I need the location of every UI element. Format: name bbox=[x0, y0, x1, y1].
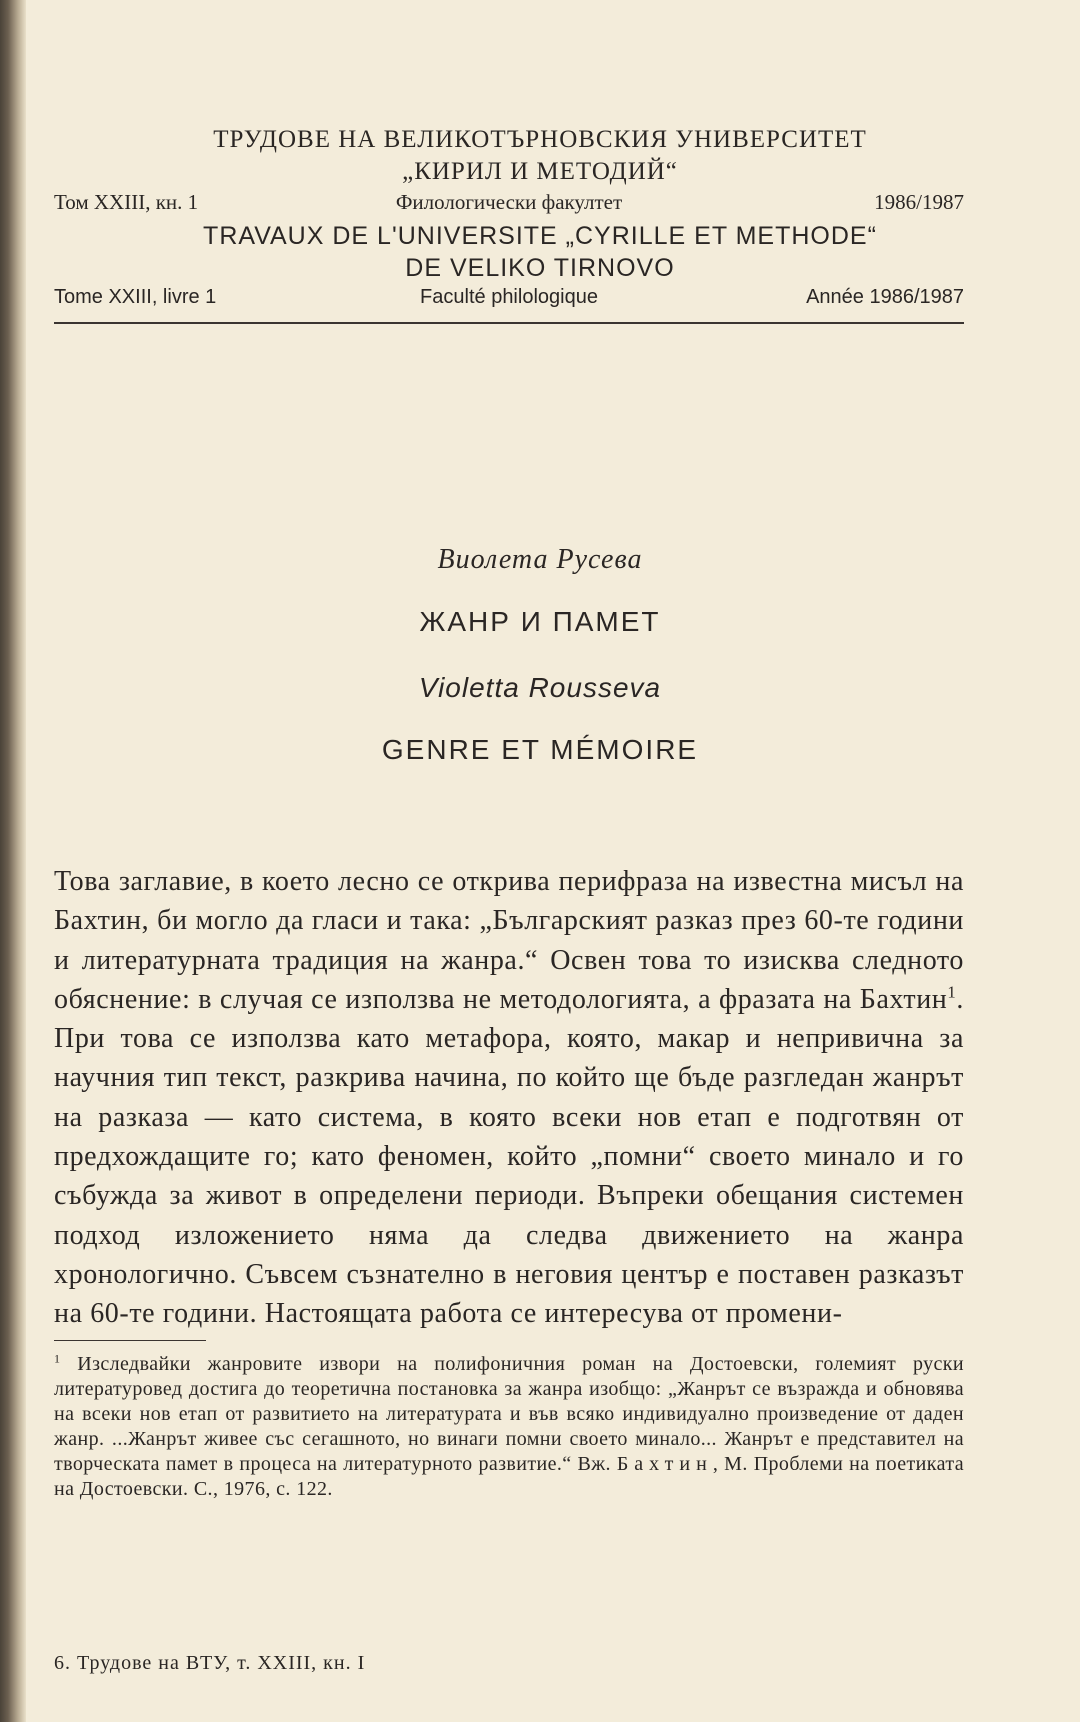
body-text-part2: . При това се използва като метафора, която, макар и непривична за научния тип текст, разкрива начина, по който ще бъде разгледан жанрът на разказа — като система, в която всеки нов етап е подготвян от предхождащите го; като феномен, който „помни“ своето минало и го събужда за живот в определени периоди. Въпреки обещания системен подход изложението няма да следва движението на жанра хронологично. Съвсем съзнателно в неговия център е поставен разказът на 60-те години. Настоящата работа се интересува от промени- bbox=[54, 983, 964, 1330]
journal-title-fr-line1: TRAVAUX DE L'UNIVERSITE „CYRILLE ET METHODE“ bbox=[203, 222, 877, 250]
year-fr: Année 1986/1987 bbox=[806, 286, 964, 308]
footnote-number: 1 bbox=[54, 1351, 61, 1366]
article-title-bg: ЖАНР И ПАМЕТ bbox=[419, 606, 661, 637]
body-paragraph bbox=[54, 862, 964, 1334]
faculty-fr: Faculté philologique bbox=[420, 286, 598, 308]
journal-title-fr-line2: DE VELIKO TIRNOVO bbox=[405, 254, 675, 282]
journal-title-bg-line2: „КИРИЛ И МЕТОДИЙ“ bbox=[402, 158, 678, 185]
volume-bg: Том XXIII, кн. 1 bbox=[54, 190, 199, 214]
footnote-ref: 1 bbox=[947, 982, 957, 1002]
author-bg: Виолета Русева bbox=[437, 544, 643, 575]
year-bg: 1986/1987 bbox=[874, 190, 964, 214]
journal-title-bg-line1: ТРУДОВЕ НА ВЕЛИКОТЪРНОВСКИЯ УНИВЕРСИТЕТ bbox=[213, 126, 867, 153]
volume-fr: Tome XXIII, livre 1 bbox=[54, 286, 217, 308]
body-text-part1: Това заглавие, в което лесно се открива перифраза на известна мисъл на Бахтин, би могло да гласи и така: „Българският разказ през 60-те години и литературната традиция на жанра.“ Освен това то изисква следното обяснение: в случая се използва не методологията, а фразата на Бахтин bbox=[54, 866, 964, 1015]
page-signature: 6. Трудове на ВТУ, т. XXIII, кн. I bbox=[54, 1652, 366, 1674]
footnote-rule bbox=[54, 1340, 206, 1341]
footnote-text-part1: Изследвайки жанровите извори на полифоничния роман на Достоевски, големият руски литературовед достига до теоретична постановка за жанра изобщо: „Жанрът се възражда и обновява на всеки нов етап от развитието на литературата и във всяко индивидуално произведение от даден жанр. ...Жанрът живее със сегашното, но винаги помни своето минало... Жанрът е представител на творческата памет в процеса на литературното развитие.“ Вж. bbox=[54, 1353, 964, 1475]
footnote bbox=[54, 1352, 964, 1502]
footnote-author: Бахтин bbox=[616, 1453, 713, 1475]
header-rule bbox=[54, 322, 964, 324]
author-fr: Violetta Rousseva bbox=[418, 672, 662, 703]
article-title-fr: GENRE ET MÉMOIRE bbox=[381, 734, 699, 765]
footnote-text-part2: , М. Проблеми на поетиката на Достоевски. С., 1976, с. 122. bbox=[54, 1453, 964, 1500]
faculty-bg: Филологически факултет bbox=[395, 190, 623, 214]
